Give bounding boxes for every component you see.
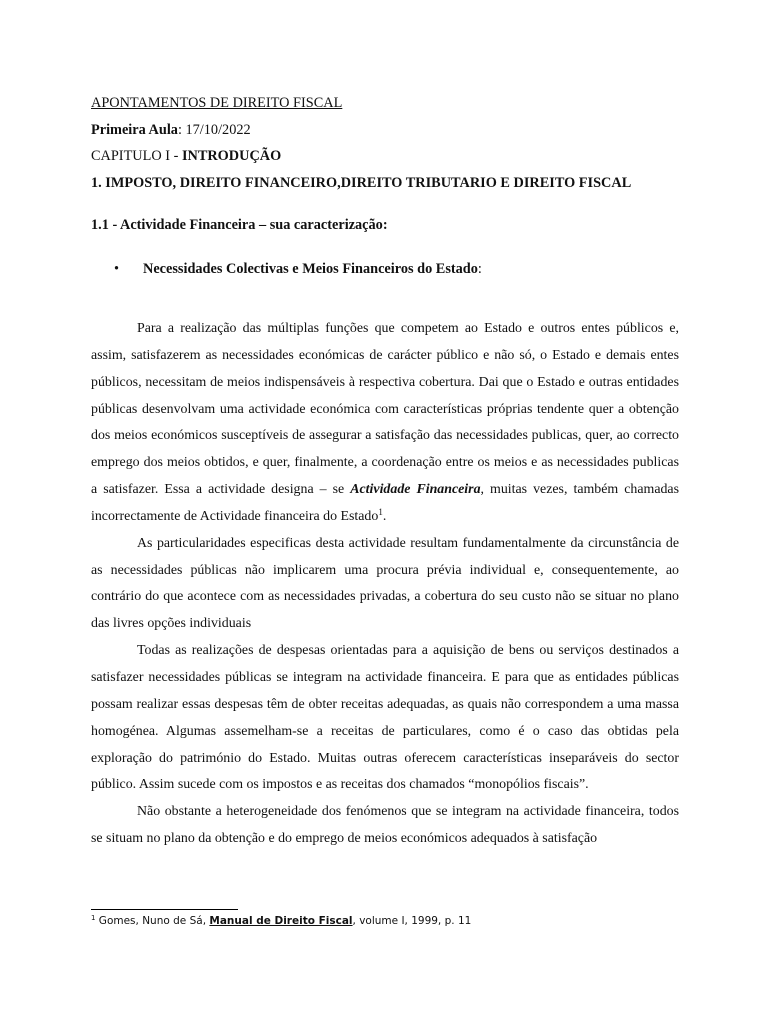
footnote-book-title: Manual de Direito Fiscal [209, 915, 353, 927]
body-text [91, 316, 679, 853]
lesson-date: : 17/10/2022 [177, 122, 251, 138]
chapter-prefix: CAPITULO I - [91, 148, 182, 164]
paragraph-1-end: . [382, 508, 387, 524]
bullet-text: Necessidades Colectivas e Meios Financeiros do Estado [143, 261, 478, 277]
document-title: APONTAMENTOS DE DIREITO FISCAL [91, 95, 343, 111]
bullet-icon: • [114, 261, 120, 277]
section-1-1-heading: 1.1 - Actividade Financeira – sua caracterização: [91, 217, 388, 233]
chapter-heading [91, 146, 281, 166]
paragraph-2: As particularidades especificas desta actividade resultam fundamentalmente da circunstância de as necessidades públicas não implicarem uma procura prévia individual e, consequentemente, ao contrário do que acontece com as necessidades privadas, a cobertura do seu custo não se situar no plano das livres opções individuais [91, 535, 679, 632]
paragraph-1 [91, 316, 679, 531]
paragraph-1-text: Para a realização das múltiplas funções que competem ao Estado e outros entes públicos e, assim, satisfazerem as necessidades económicas de carácter público e não só, o Estado e demais entes públicos, necessitam de meios indispensáveis à respectiva cobertura. Dai que o Estado e outras entidades públicas desenvolvam uma actividade económica com características próprias tendente quer a obtenção dos meios económicos susceptíveis de assegurar a satisfação das necessidades publicas, quer, ao correcto emprego dos meios obtidos, e quer, finalmente, a coordenação entre os meios e as necessidades publicas a satisfazer. Essa a actividade designa – se [91, 321, 679, 498]
chapter-name: INTRODUÇÃO [181, 148, 282, 164]
footnote [91, 914, 471, 928]
section-1-heading: 1. IMPOSTO, DIREITO FINANCEIRO,DIREITO TRIBUTARIO E DIREITO FISCAL [91, 175, 632, 191]
paragraph-1-text-cont: , muitas vezes, também chamadas incorrectamente de Actividade financeira do Estado [91, 482, 680, 524]
footnote-details: , volume I, 1999, p. 11 [352, 915, 472, 927]
bullet-item [114, 259, 482, 279]
paragraph-4: Não obstante a heterogeneidade dos fenómenos que se integram na actividade financeira, todos se situam no plano da obtenção e do emprego de meios económicos adequados à satisfação [91, 804, 679, 847]
footnote-number: 1 [91, 914, 96, 922]
lesson-line [91, 120, 251, 140]
footnote-author: Gomes, Nuno de Sá, [95, 915, 210, 927]
emphasis-term: Actividade Financeira [350, 482, 481, 498]
lesson-label: Primeira Aula [91, 122, 178, 138]
bullet-suffix: : [477, 261, 482, 277]
footnote-reference[interactable]: 1 [378, 506, 383, 517]
footnote-separator [91, 909, 238, 910]
paragraph-3: Todas as realizações de despesas orientadas para a aquisição de bens ou serviços destinados a satisfazer necessidades públicas se integram na actividade financeira. E para que as entidades públicas possam realizar essas despesas têm de obter receitas adequadas, as quais não correspondem a uma massa homogénea. Algumas assemelham-se a receitas de particulares, como é o caso das obtidas pela exploração do património do Estado. Muitas outras oferecem características inseparáveis do sector público. Assim sucede com os impostos e as receitas dos chamados “monopólios fiscais”. [91, 643, 679, 793]
